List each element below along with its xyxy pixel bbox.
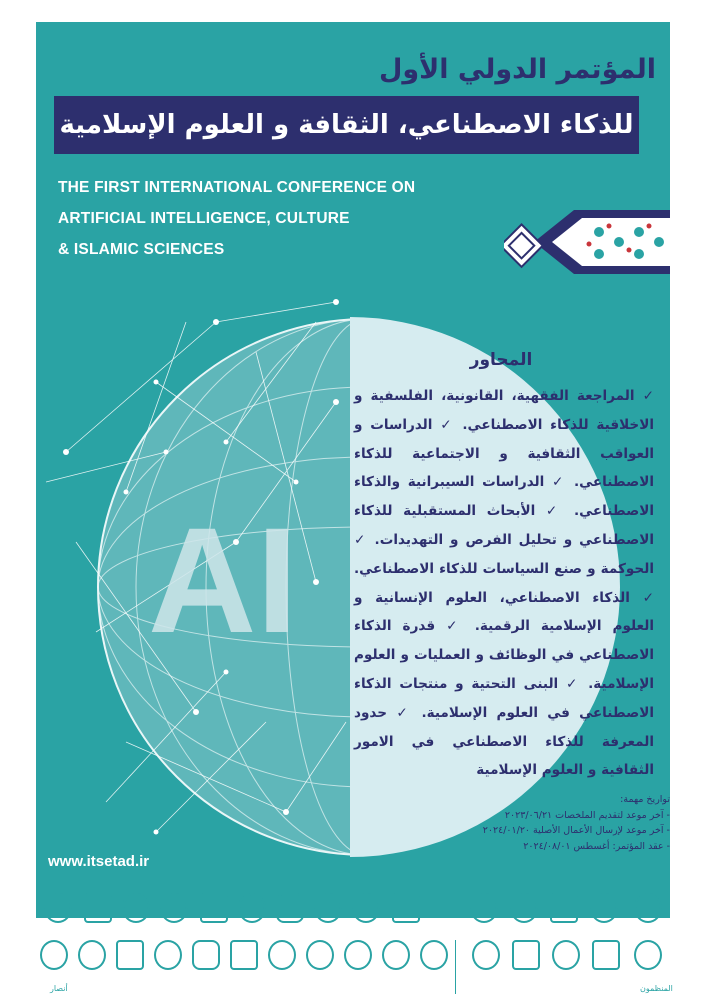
arabic-title-line1: المؤتمر الدولي الأول	[378, 54, 656, 85]
partner-logo	[78, 940, 106, 970]
islamic-pattern-ornament	[504, 192, 670, 292]
partner-logo	[154, 940, 182, 970]
organizer-logo	[552, 940, 580, 970]
partner-logo	[40, 940, 68, 970]
date-item: - آخر موعد لتقديم الملخصات ٢٠٢٣/٠٦/٢١	[504, 809, 670, 821]
organizer-logo	[592, 940, 620, 970]
partner-logo	[84, 893, 112, 923]
arabic-title-banner: للذكاء الاصطناعي، الثقافة و العلوم الإسلامية	[54, 96, 639, 154]
partner-logo	[238, 893, 266, 923]
organizer-logo	[472, 940, 500, 970]
partner-logo	[276, 893, 304, 923]
english-title-line: & ISLAMIC SCIENCES	[58, 241, 225, 258]
organizers-label: المنظمون	[640, 984, 673, 993]
organizer-logo	[590, 893, 618, 923]
partner-logo	[268, 940, 296, 970]
important-dates	[446, 792, 670, 854]
axes-body: ✓ المراجعة الفقهية، القانونية، الفلسفية و الاخلاقية للذكاء الاصطناعي. ✓ الدراسات و العواقب الثقافية و الاجتماعية للذكاء الاصطناعي. ✓ الدراسات السيبرانية والذكاء الاصطناعي. ✓ الأبحاث المستقبلية للذكاء الاصطناعي و تحليل الفرص و التهديدات. ✓ الحوكمة و صنع السياسات للذكاء الاصطناعي. ✓ الذكاء الاصطناعي، العلوم الإنسانية و العلوم الإسلامية الرقمية. ✓ قدرة الذكاء الاصطناعي في الوظائف و العمليات و العلوم الإسلامية. ✓ البنى التحتية و منتجات الذكاء الاصطناعي في العلوم الإسلامية. ✓ حدود المعرفة للذكاء الاصطناعي في الامور الثقافية و العلوم الإسلامية	[354, 388, 654, 779]
partner-logo	[44, 893, 72, 923]
partner-logo	[352, 893, 380, 923]
axes-heading: المحاور	[469, 350, 533, 370]
partner-logo	[344, 940, 372, 970]
organizer-logo	[512, 940, 540, 970]
partner-logo	[230, 940, 258, 970]
partner-logo	[314, 893, 342, 923]
partner-logo	[192, 940, 220, 970]
english-title-line: ARTIFICIAL INTELLIGENCE, CULTURE	[58, 210, 350, 227]
ai-letters: AI	[148, 496, 298, 664]
english-title	[58, 172, 478, 265]
partner-logo	[116, 940, 144, 970]
date-item: - عقد المؤتمر: أغسطس ٢٠٢٤/٠٨/٠١	[523, 840, 670, 852]
partner-logo	[382, 940, 410, 970]
dates-heading: تواريخ مهمة:	[620, 794, 670, 805]
partner-logo	[306, 940, 334, 970]
poster	[36, 22, 670, 918]
partner-logo	[160, 893, 188, 923]
partner-logo	[420, 940, 448, 970]
supporters-label: أنصار	[50, 984, 68, 993]
organizer-logo	[550, 893, 578, 923]
partner-logo	[200, 893, 228, 923]
organizer-logo	[510, 893, 538, 923]
logos-divider	[455, 940, 456, 994]
organizer-logo	[470, 893, 498, 923]
organizer-logo	[634, 893, 662, 923]
date-item: - آخر موعد لإرسال الأعمال الأصلية ٢٠٢٤/٠١/٢٠	[482, 825, 670, 836]
partner-logo	[392, 893, 420, 923]
english-title-line: THE FIRST INTERNATIONAL CONFERENCE ON	[58, 179, 416, 196]
organizer-logo	[634, 940, 662, 970]
partner-logo	[122, 893, 150, 923]
website-link[interactable]: www.itsetad.ir	[48, 853, 150, 870]
